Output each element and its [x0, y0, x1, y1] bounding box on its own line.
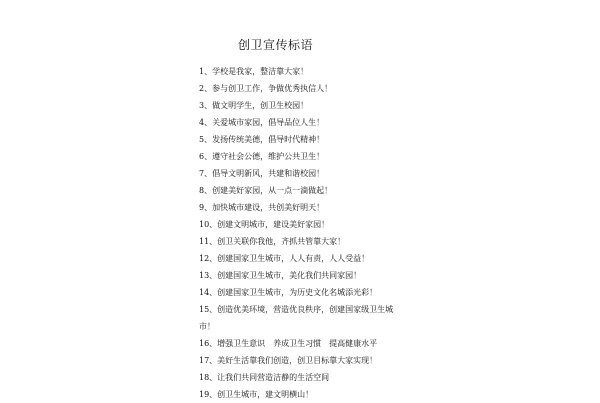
slogan-list: [199, 63, 429, 403]
slogan-item: 14、创建国家卫生城市，为历史文化名城添光彩！: [199, 288, 378, 297]
slogan-item: 13、创建国家卫生城市，美化我们共同家园！: [199, 271, 362, 280]
slogan-item: 8、创建美好家园，从一点一滴做起！: [199, 186, 333, 195]
slogan-item: 18、让我们共同营造洁静的生活空间: [199, 373, 330, 382]
slogan-item: 3、做文明学生，创卫生校园！: [199, 101, 309, 110]
slogan-item: 9、加快城市建设，共创美好明天！: [199, 203, 325, 212]
slogan-item: 12、创建国家卫生城市，人人有责，人人受益！: [199, 254, 370, 263]
slogan-item: 15、创造优美环境，营造优良秩序，创建国家级卫生城市！: [199, 305, 394, 331]
document-title: 创卫宣传标语: [238, 38, 314, 52]
slogan-item: 10、创建文明城市，建设美好家园！: [199, 220, 330, 229]
slogan-item: 4、关爱城市家园，倡导品位人生！: [199, 118, 325, 127]
slogan-item: 17、美好生活靠我们创造，创卫目标靠大家实现！: [199, 356, 378, 365]
slogan-item: 5、发扬传统美德，倡导时代精神！: [199, 135, 325, 144]
slogan-item: 2、参与创卫工作，争做优秀执信人！: [199, 84, 333, 93]
slogan-item: 6、遵守社会公德，维护公共卫生！: [199, 152, 325, 161]
slogan-item: 19、创卫生城市，建文明横山！: [199, 390, 314, 399]
slogan-item: 16、增强卫生意识 养成卫生习惯 提高健康水平: [199, 339, 378, 348]
slogan-item: 1、学校是我家，整洁靠大家！: [199, 67, 309, 76]
slogan-item: 11、创卫关联你我他，齐抓共管靠大家！: [199, 237, 346, 246]
slogan-item: 7、倡导文明新风，共建和谐校园！: [199, 169, 325, 178]
